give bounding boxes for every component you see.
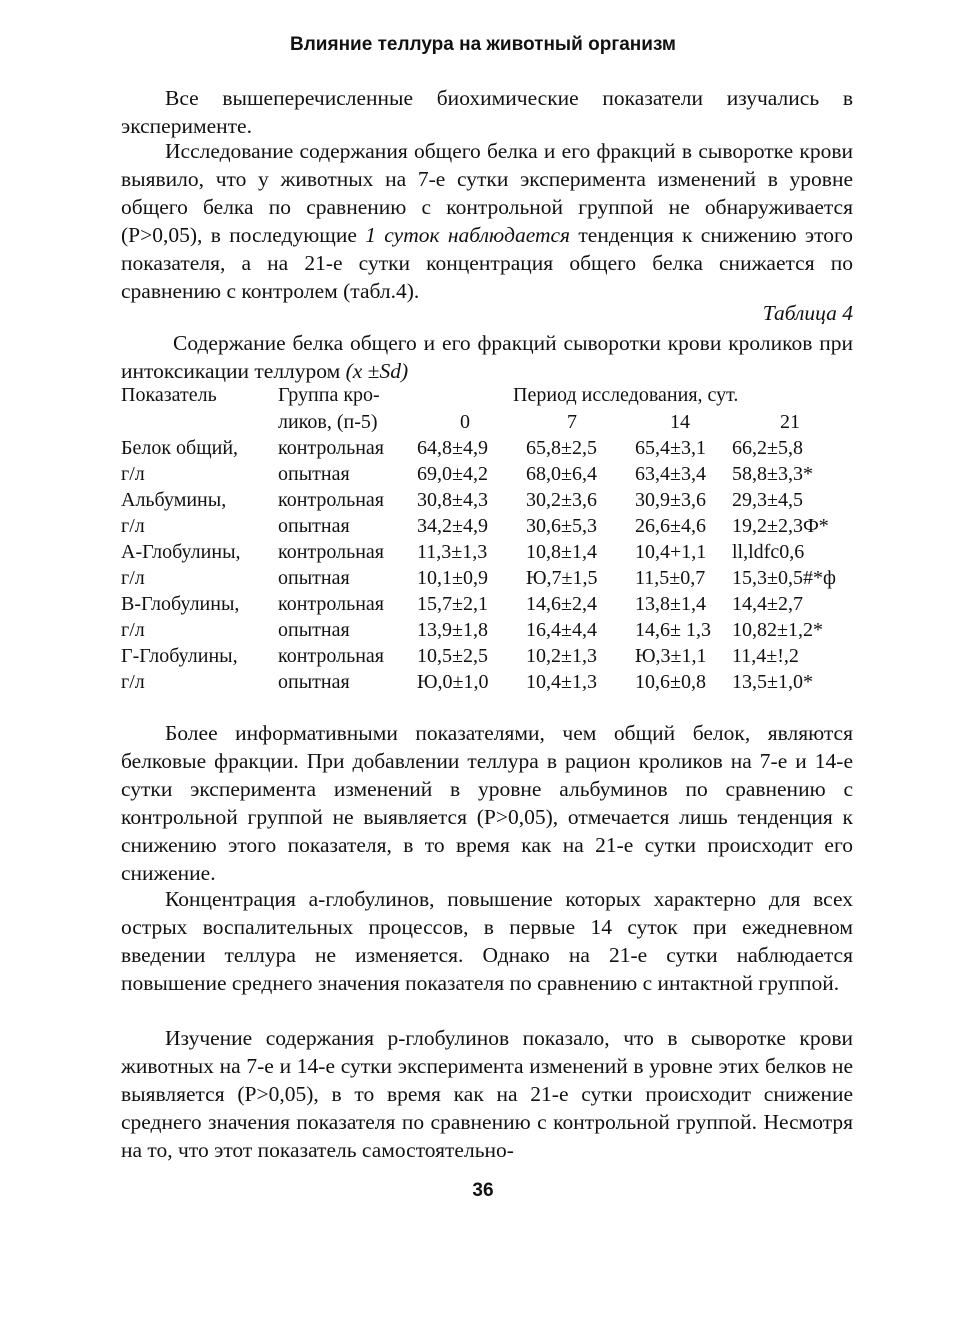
- row-4-group-test: опытная: [278, 619, 350, 641]
- paragraph-2-text-a: Исследование содержания общего белка и его фракций в сыворотке крови выявило, что у животных на 7-е сутки эксперимента изменений в уровне общего белка по сравнению с контрольной группой не обнаруживается (Р>0,05), в последующие: [121, 139, 853, 247]
- paragraph-2-text-b: тенденция к снижению этого показателя, а на 21-е сутки концентрация общего белка снижается по сравнению с контролем (табл.4).: [121, 223, 853, 303]
- table-cell: 16,4±4,4: [526, 619, 597, 641]
- table-cell: 66,2±5,8: [732, 437, 803, 459]
- table-label: Таблица 4: [762, 301, 853, 325]
- table-cell: Ю,0±1,0: [417, 671, 489, 693]
- table-cell: 15,3±0,5#*ф: [732, 567, 836, 589]
- row-2-unit: г/л: [121, 515, 145, 537]
- page-number: 36: [472, 1180, 494, 1201]
- table-cell: 13,8±1,4: [635, 593, 706, 615]
- row-1-unit: г/л: [121, 463, 145, 485]
- row-1-group-test: опытная: [278, 463, 350, 485]
- paragraph-3: Более информативными показателями, чем общий белок, являются белковые фракции. При добавлении теллура в рацион кроликов на 7-е и 14-е сутки эксперимента изменений в уровне альбуминов по сравнению с контрольной группой не выявляется (Р>0,05), отмечается лишь тенденция к снижению этого показателя, в то время как на 21-е сутки происходит его снижение.: [121, 721, 853, 885]
- row-4-unit: г/л: [121, 619, 145, 641]
- table-cell: 11,4±!,2: [732, 645, 799, 667]
- table-header-period-14: 14: [670, 411, 690, 433]
- paragraph-1: Все вышеперечисленные биохимические показатели изучались в эксперименте.: [121, 86, 853, 138]
- table-header-period-21: 21: [780, 411, 800, 433]
- row-3-unit: г/л: [121, 567, 145, 589]
- table-cell: 10,6±0,8: [635, 671, 706, 693]
- row-1-name: Белок общий,: [121, 437, 239, 459]
- table-cell: 10,5±2,5: [417, 645, 488, 667]
- table-cell: 65,4±3,1: [635, 437, 706, 459]
- table-cell: 58,8±3,3*: [732, 463, 813, 485]
- table-cell: 30,2±3,6: [526, 489, 597, 511]
- table-cell: 26,6±4,6: [635, 515, 706, 537]
- table-cell: 69,0±4,2: [417, 463, 488, 485]
- row-2-group-control: контрольная: [278, 489, 385, 511]
- row-1-group-control: контрольная: [278, 437, 385, 459]
- table-cell: 10,4±1,3: [526, 671, 597, 693]
- table-cell: 10,2±1,3: [526, 645, 597, 667]
- table-cell: 63,4±3,4: [635, 463, 706, 485]
- row-3-group-control: контрольная: [278, 541, 385, 563]
- table-cell: 30,8±4,3: [417, 489, 488, 511]
- table-cell: 11,5±0,7: [635, 567, 706, 589]
- table-cell: 10,4+1,1: [635, 541, 707, 563]
- row-5-group-control: контрольная: [278, 645, 385, 667]
- table-cell: Ю,3±1,1: [635, 645, 707, 667]
- table-cell: 13,9±1,8: [417, 619, 488, 641]
- table-cell: 11,3±1,3: [417, 541, 488, 563]
- table-title-italic: (x ±Sd): [345, 359, 409, 383]
- table-cell: 19,2±2,3Ф*: [732, 515, 829, 537]
- table-cell: 10,1±0,9: [417, 567, 488, 589]
- table-cell: 14,6±2,4: [526, 593, 597, 615]
- table-cell: 64,8±4,9: [417, 437, 488, 459]
- row-5-name: Г-Глобулины,: [121, 645, 238, 667]
- row-4-name: В-Глобулины,: [121, 593, 240, 615]
- table-cell: Ю,7±1,5: [526, 567, 598, 589]
- table-cell: 68,0±6,4: [526, 463, 597, 485]
- table-header-period-7: 7: [567, 411, 577, 433]
- row-2-group-test: опытная: [278, 515, 350, 537]
- row-3-group-test: опытная: [278, 567, 350, 589]
- table-header-period-0: 0: [460, 411, 470, 433]
- row-3-name: А-Глобулины,: [121, 541, 241, 563]
- table-title: [121, 329, 853, 385]
- table-cell: 65,8±2,5: [526, 437, 597, 459]
- running-header: Влияние теллура на животный организм: [290, 34, 676, 55]
- table-cell: 14,6± 1,3: [635, 619, 711, 641]
- table-cell: 30,6±5,3: [526, 515, 597, 537]
- table-cell: ll,ldfc0,6: [732, 541, 805, 563]
- row-5-group-test: опытная: [278, 671, 350, 693]
- table-title-text: Содержание белка общего и его фракций сыворотки крови кроликов при интоксикации теллуром: [121, 331, 853, 383]
- table-cell: 34,2±4,9: [417, 515, 488, 537]
- table-cell: 15,7±2,1: [417, 593, 488, 615]
- paragraph-2-italic: 1 суток наблюдается: [365, 223, 571, 247]
- row-2-name: Альбумины,: [121, 489, 227, 511]
- table-header-group-1: Группа кро-: [278, 384, 380, 406]
- paragraph-5: Изучение содержания р-глобулинов показало, что в сыворотке крови животных на 7-е и 14-е сутки эксперимента изменений в уровне этих белков не выявляется (Р>0,05), в то время как на 21-е сутки происходит снижение среднего значения показателя по сравнению с контрольной группой. Несмотря на то, что этот показатель самостоятельно-: [121, 1026, 853, 1162]
- row-4-group-control: контрольная: [278, 593, 385, 615]
- table-cell: 30,9±3,6: [635, 489, 706, 511]
- table-cell: 10,8±1,4: [526, 541, 597, 563]
- table-cell: 13,5±1,0*: [732, 671, 813, 693]
- table-header-indicator: Показатель: [121, 384, 217, 406]
- table-cell: 14,4±2,7: [732, 593, 803, 615]
- data-table: [121, 384, 861, 694]
- table-cell: 10,82±1,2*: [732, 619, 823, 641]
- row-5-unit: г/л: [121, 671, 145, 693]
- table-header-group-2: ликов, (п-5): [278, 411, 378, 433]
- paragraph-2: [121, 137, 853, 305]
- table-header-period: Период исследования, сут.: [513, 384, 739, 406]
- table-cell: 29,3±4,5: [732, 489, 803, 511]
- paragraph-4: Концентрация а-глобулинов, повышение которых характерно для всех острых воспалительных процессов, в первые 14 суток при ежедневном введении теллура не изменяется. Однако на 21-е сутки наблюдается повышение среднего значения показателя по сравнению с интактной группой.: [121, 887, 853, 995]
